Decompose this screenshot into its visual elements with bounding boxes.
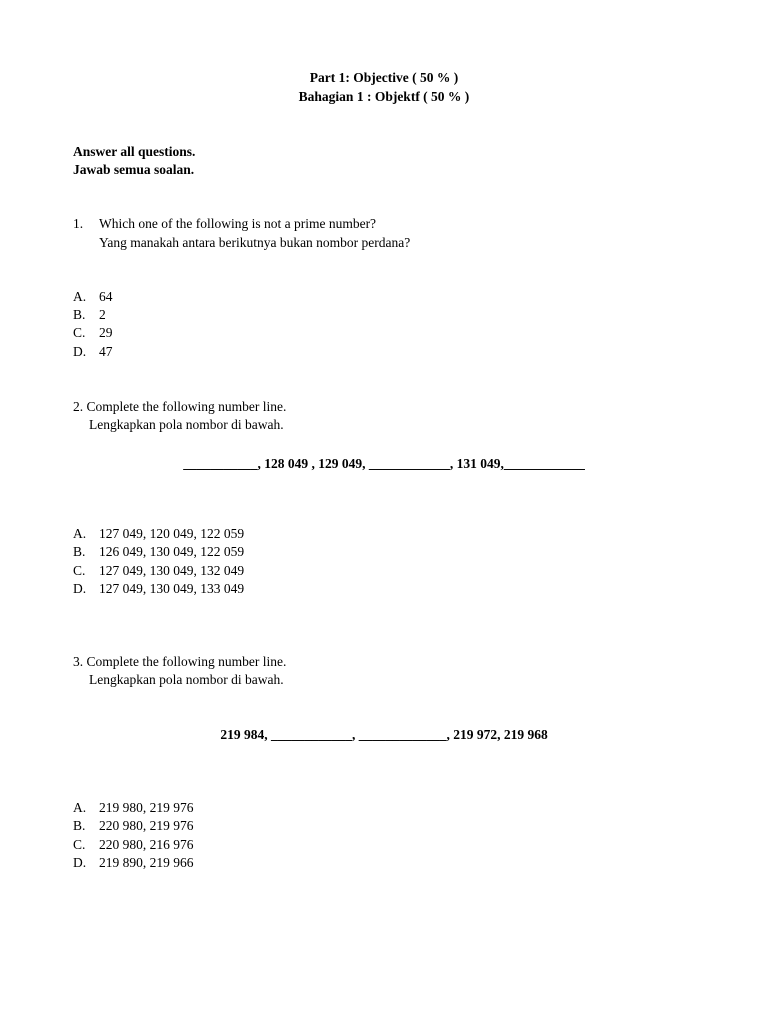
option-letter: D. (73, 855, 87, 870)
question-text-english: 3. Complete the following number line. (73, 654, 287, 669)
number-sequence: 219 984, ____________, _____________, 219 972, 219 968 (220, 727, 548, 742)
option-letter: B. (73, 544, 86, 559)
option-text: 220 980, 219 976 (99, 818, 194, 833)
option-letter: A. (73, 289, 87, 304)
option-text: 127 049, 120 049, 122 059 (99, 526, 245, 541)
option-text: 2 (99, 307, 106, 322)
option-text: 127 049, 130 049, 132 049 (99, 563, 245, 578)
option-letter: B. (73, 307, 86, 322)
option-letter: C. (73, 325, 86, 340)
option-text: 29 (99, 325, 113, 340)
part-title: Part 1: Objective ( 50 % ) (309, 70, 459, 85)
option-letter: D. (73, 344, 87, 359)
option-text: 64 (99, 289, 113, 304)
option-text: 47 (99, 344, 113, 359)
option-letter: C. (73, 563, 86, 578)
question-text-english: Which one of the following is not a prime number? (99, 216, 377, 231)
option-letter: A. (73, 800, 87, 815)
question-text-malay: Yang manakah antara berikutnya bukan nombor perdana? (99, 235, 411, 250)
option-text: 127 049, 130 049, 133 049 (99, 581, 245, 596)
question-text-malay: Lengkapkan pola nombor di bawah. (89, 672, 284, 687)
question-text-english: 2. Complete the following number line. (73, 399, 287, 414)
instruction-english: Answer all questions. (73, 144, 196, 159)
instruction-malay: Jawab semua soalan. (73, 162, 195, 177)
option-text: 219 890, 219 966 (99, 855, 194, 870)
option-letter: C. (73, 837, 86, 852)
number-sequence: ___________, 128 049 , 129 049, ____________, 131 049,____________ (183, 456, 585, 471)
question-text-malay: Lengkapkan pola nombor di bawah. (89, 417, 284, 432)
option-text: 126 049, 130 049, 122 059 (99, 544, 245, 559)
part-title-malay: Bahagian 1 : Objektf ( 50 % ) (298, 89, 470, 104)
question-number: 1. (73, 216, 84, 231)
option-letter: A. (73, 526, 87, 541)
option-letter: B. (73, 818, 86, 833)
option-text: 219 980, 219 976 (99, 800, 194, 815)
option-text: 220 980, 216 976 (99, 837, 194, 852)
option-letter: D. (73, 581, 87, 596)
